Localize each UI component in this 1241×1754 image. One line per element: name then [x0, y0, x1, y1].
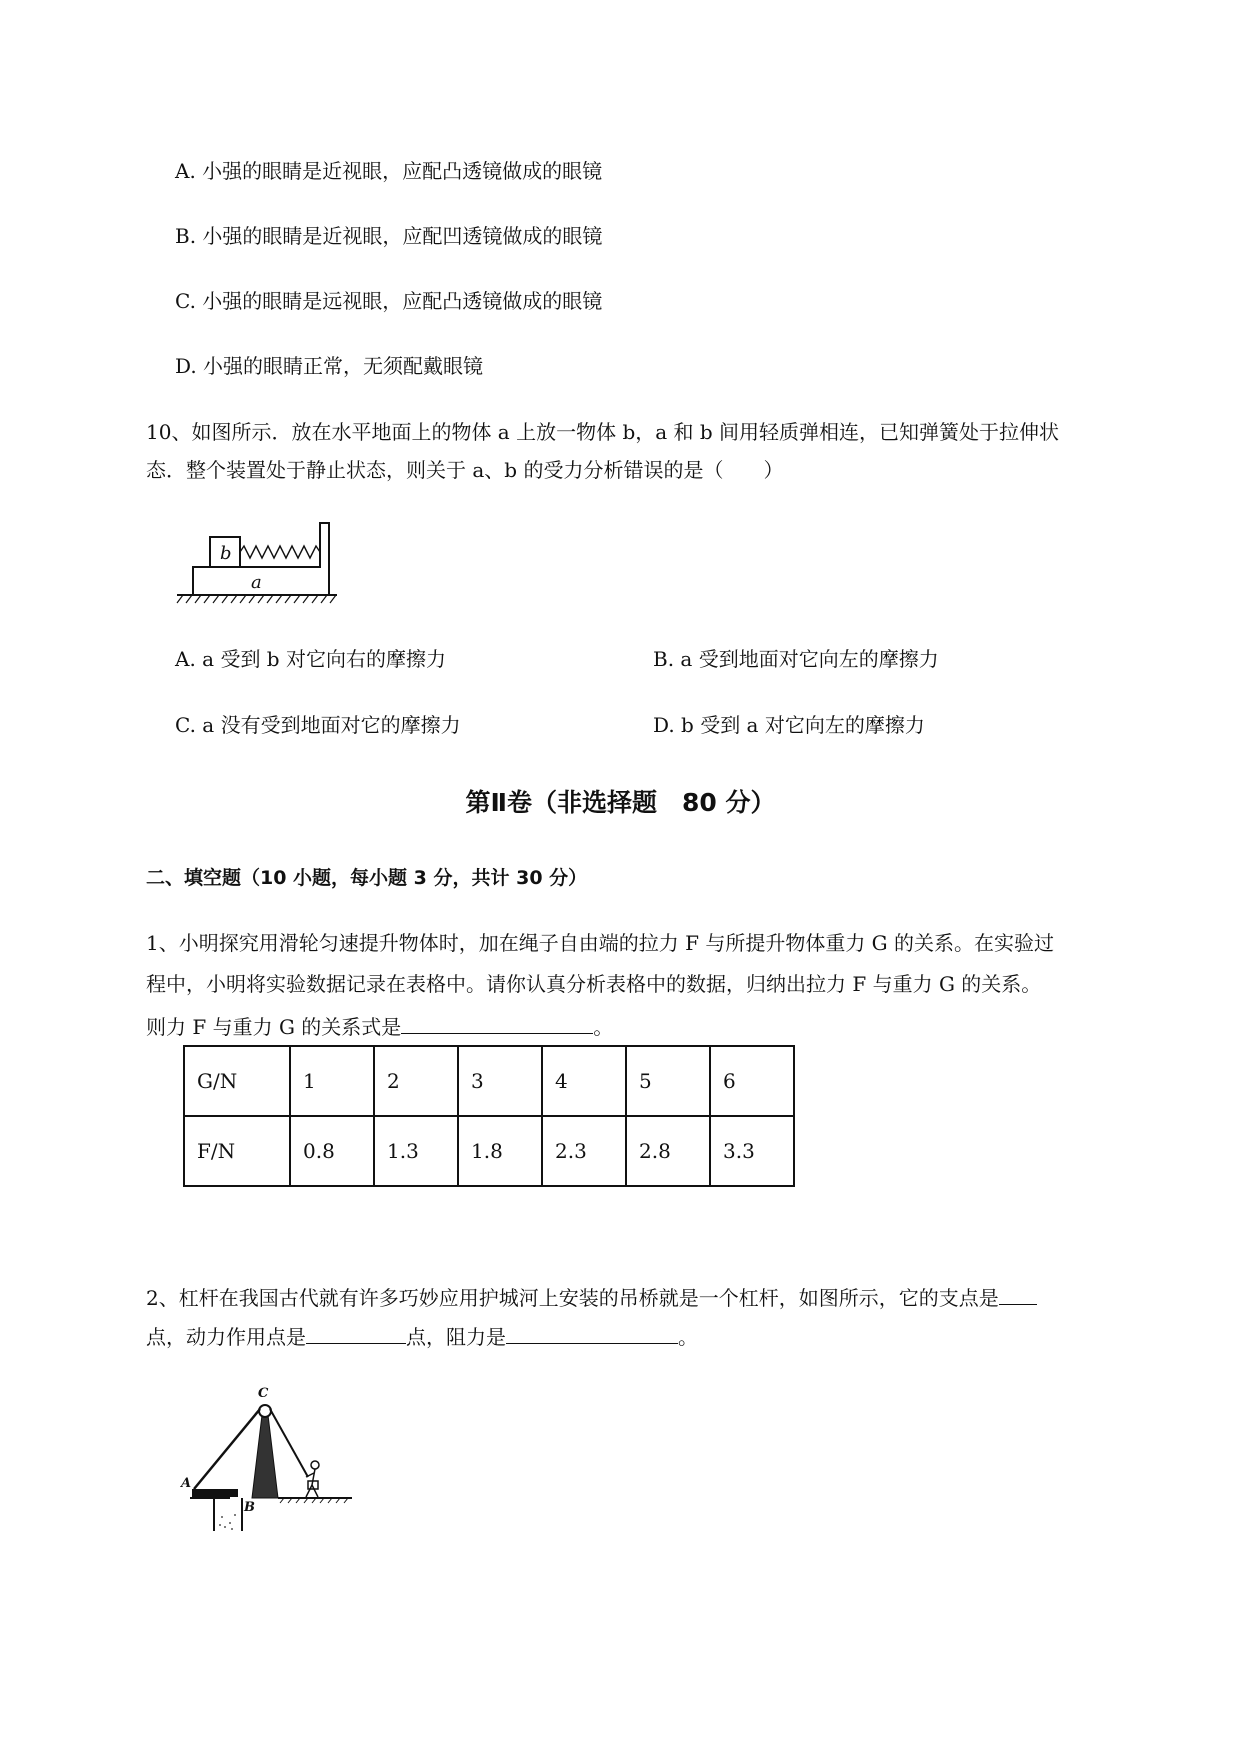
- q9-option-c: C. 小强的眼睛是远视眼，应配凸透镜做成的眼镜: [175, 289, 603, 313]
- table-cell: 2.3: [542, 1116, 626, 1186]
- fill1-text-line3: [146, 1011, 613, 1041]
- q10-option-c: C. a 没有受到地面对它的摩擦力: [175, 713, 461, 737]
- fill1-text-line1: 1、小明探究用滑轮匀速提升物体时，加在绳子自由端的拉力 F 与所提升物体重力 G 的关系。在实验过: [146, 931, 1055, 955]
- fill1-data-table: [183, 1045, 795, 1187]
- q10-option-b: B. a 受到地面对它向左的摩擦力: [653, 647, 939, 671]
- q10-figure-label-a: a: [251, 572, 262, 593]
- fill2-line1-text: 2、杠杆在我国古代就有许多巧妙应用护城河上安装的吊桥就是一个杠杆，如图所示，它的支点是: [146, 1286, 999, 1310]
- fill2-line2-part-b: 点，阻力是: [406, 1325, 506, 1349]
- table-cell: 5: [626, 1046, 710, 1116]
- fill1-text-line2: 程中，小明将实验数据记录在表格中。请你认真分析表格中的数据，归纳出拉力 F 与重力 G 的关系。: [146, 972, 1042, 996]
- table-cell: 6: [710, 1046, 794, 1116]
- fill1-line3-suffix: 。: [593, 1015, 614, 1039]
- fill2-line2-part-c: 。: [678, 1325, 698, 1349]
- fill2-text-line2: [146, 1321, 698, 1351]
- table-row: [184, 1046, 794, 1116]
- fill2-resistance-blank[interactable]: [506, 1321, 678, 1344]
- table-cell: 3: [458, 1046, 542, 1116]
- q10-text-line1: 10、如图所示．放在水平地面上的物体 a 上放一物体 b，a 和 b 间用轻质弹相连，已知弹簧处于拉伸状: [146, 420, 1060, 444]
- fill2-text-line1: [146, 1282, 1037, 1312]
- q10-option-a: A. a 受到 b 对它向右的摩擦力: [175, 647, 446, 671]
- table-cell: 4: [542, 1046, 626, 1116]
- table-cell: 0.8: [290, 1116, 374, 1186]
- table-cell: G/N: [184, 1046, 290, 1116]
- fill2-figure-label-c: C: [258, 1386, 269, 1401]
- fill2-effort-point-blank[interactable]: [306, 1321, 406, 1344]
- q9-option-b: B. 小强的眼睛是近视眼，应配凹透镜做成的眼镜: [175, 224, 603, 248]
- table-cell: 2: [374, 1046, 458, 1116]
- fill1-line3-prefix: 则力 F 与重力 G 的关系式是: [146, 1015, 402, 1039]
- fill2-figure-label-b: B: [244, 1500, 255, 1515]
- q9-option-a: A. 小强的眼睛是近视眼，应配凸透镜做成的眼镜: [175, 159, 603, 183]
- q10-figure-label-b: b: [220, 543, 232, 564]
- fill2-fulcrum-blank[interactable]: [999, 1282, 1037, 1305]
- fill2-drawbridge-figure: [180, 1385, 360, 1535]
- table-cell: 1: [290, 1046, 374, 1116]
- q10-spring-block-figure: [175, 515, 345, 610]
- q10-option-d: D. b 受到 a 对它向左的摩擦力: [653, 713, 925, 737]
- section-title: 第Ⅱ卷（非选择题 80 分）: [465, 788, 776, 817]
- q10-text-line2: 态．整个装置处于静止状态，则关于 a、b 的受力分析错误的是（ ）: [146, 458, 784, 482]
- table-cell: 1.8: [458, 1116, 542, 1186]
- fill2-figure-label-a: A: [181, 1476, 192, 1491]
- q9-option-d: D. 小强的眼睛正常，无须配戴眼镜: [175, 354, 484, 378]
- section-subtitle: 二、填空题（10 小题，每小题 3 分，共计 30 分）: [146, 867, 588, 889]
- table-cell: 3.3: [710, 1116, 794, 1186]
- table-cell: F/N: [184, 1116, 290, 1186]
- table-cell: 2.8: [626, 1116, 710, 1186]
- table-cell: 1.3: [374, 1116, 458, 1186]
- fill2-line2-part-a: 点，动力作用点是: [146, 1325, 306, 1349]
- table-row: [184, 1116, 794, 1186]
- fill1-answer-blank[interactable]: [401, 1011, 593, 1034]
